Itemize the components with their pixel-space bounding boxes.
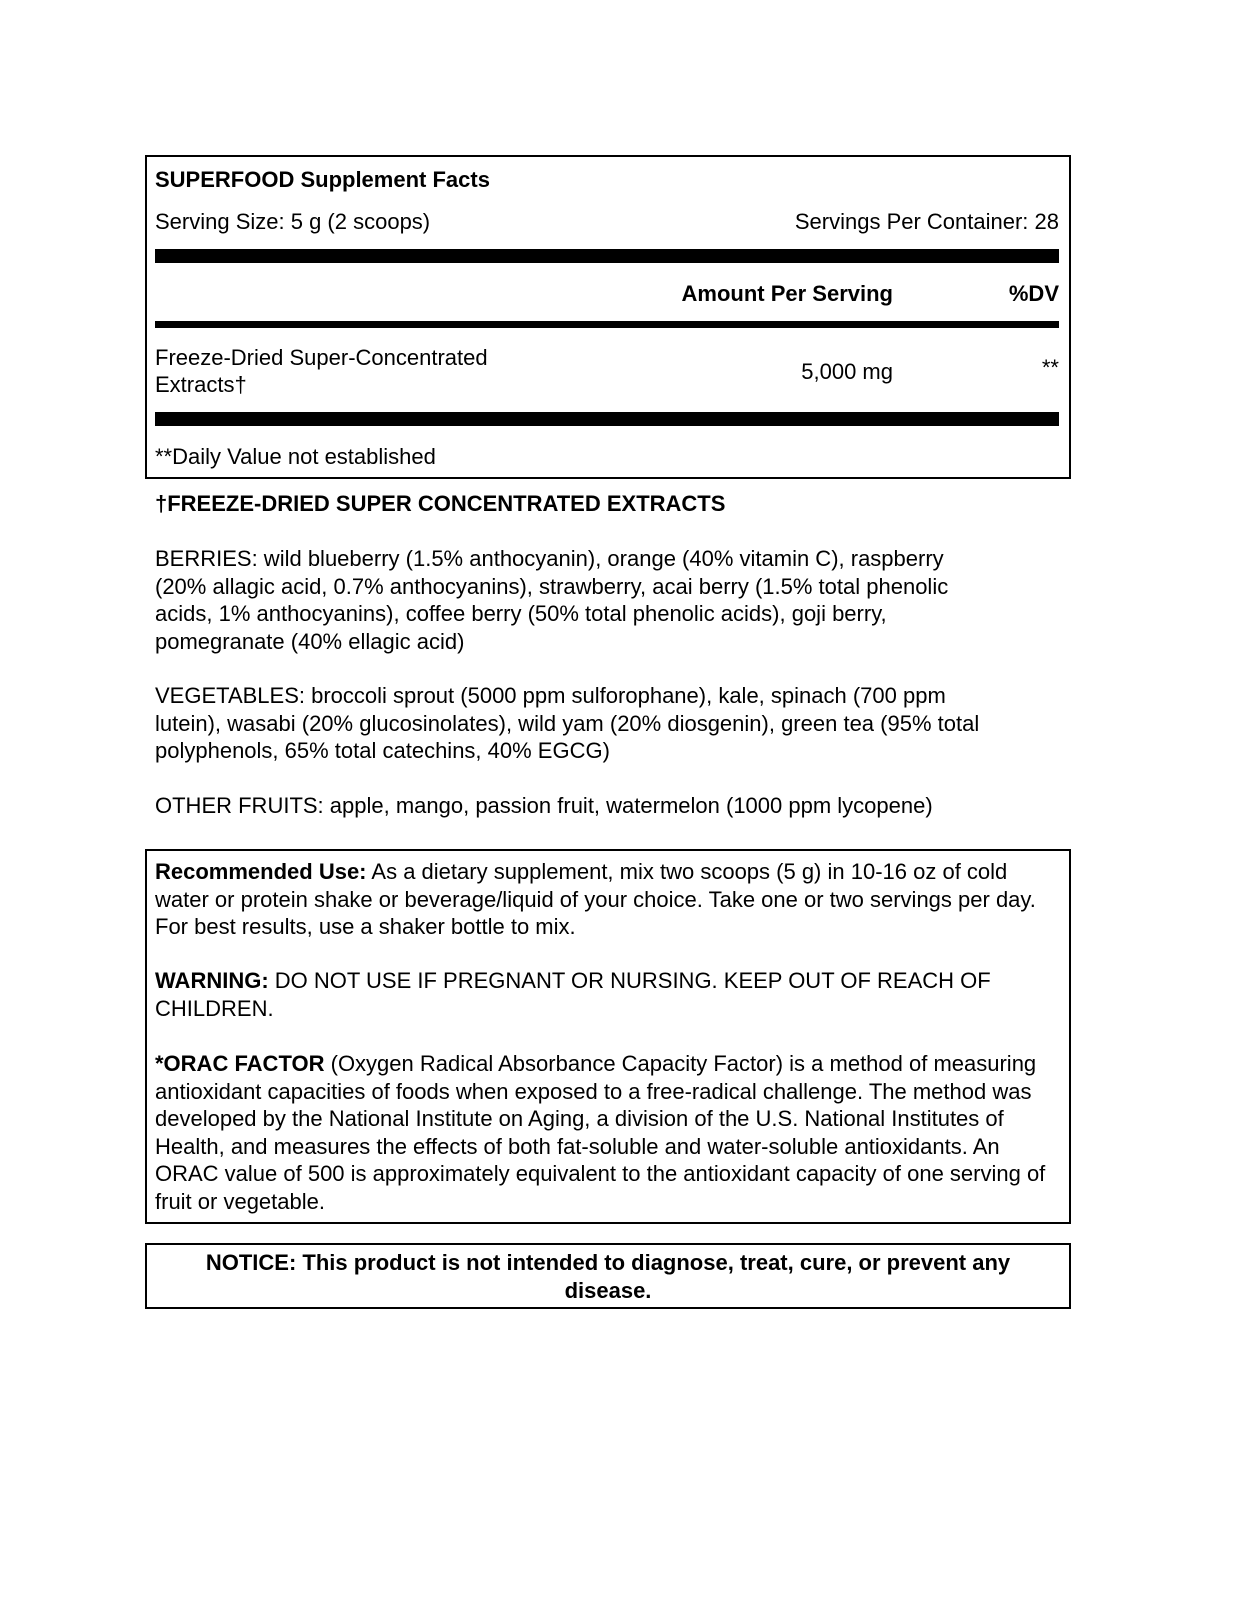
warning-label: WARNING: bbox=[155, 968, 269, 993]
ingredient-dv: ** bbox=[1041, 355, 1059, 380]
berries-line: BERRIES: wild blueberry (1.5% anthocyanin), orange (40% vitamin C), raspberry bbox=[155, 546, 944, 571]
ingredient-amount: 5,000 mg bbox=[801, 359, 893, 384]
serving-size: Serving Size: 5 g (2 scoops) bbox=[155, 209, 431, 234]
supplement-facts-panel bbox=[145, 155, 1071, 479]
orac-paragraph bbox=[155, 1050, 1059, 1215]
thick-divider-bottom bbox=[155, 412, 1059, 426]
header-dv: %DV bbox=[1008, 281, 1059, 306]
thick-divider bbox=[155, 249, 1059, 263]
vegetables-line: polyphenols, 65% total catechins, 40% EGCG) bbox=[155, 738, 610, 763]
recommended-use-text: As a dietary supplement, mix two scoops (5 g) in 10-16 oz of cold water or protein shake or beverage/liquid of your choice. Take one or two servings per day. For best results, use a shaker bottle to mix. bbox=[155, 859, 1036, 939]
berries-line: acids, 1% anthocyanins), coffee berry (50% total phenolic acids), goji berry, bbox=[155, 601, 887, 626]
orac-text: (Oxygen Radical Absorbance Capacity Factor) is a method of measuring antioxidant capacities of foods when exposed to a free-radical challenge. The method was developed by the National Institute on Aging, a division of the U.S. National Institutes of Health, and measures the effects of both fat-soluble and water-soluble antioxidants. An ORAC value of 500 is approximately equivalent to the antioxidant capacity of one serving of fruit or vegetable. bbox=[155, 1051, 1046, 1214]
medium-divider bbox=[155, 321, 1059, 328]
vegetables-paragraph bbox=[155, 682, 1075, 765]
orac-label: *ORAC FACTOR bbox=[155, 1051, 325, 1076]
berries-line: (20% allagic acid, 0.7% anthocyanins), strawberry, acai berry (1.5% total phenolic bbox=[155, 573, 949, 599]
other-fruits-paragraph: OTHER FRUITS: apple, mango, passion fruit, watermelon (1000 ppm lycopene) bbox=[155, 793, 933, 818]
usage-info-panel bbox=[145, 849, 1071, 1224]
warning-paragraph bbox=[155, 967, 1059, 1022]
recommended-use-paragraph bbox=[155, 858, 1059, 941]
vegetables-line: VEGETABLES: broccoli sprout (5000 ppm sulforophane), kale, spinach (700 ppm bbox=[155, 683, 946, 708]
recommended-use-label: Recommended Use: bbox=[155, 859, 367, 884]
extracts-heading: †FREEZE-DRIED SUPER CONCENTRATED EXTRACTS bbox=[155, 491, 726, 516]
servings-per-container: Servings Per Container: 28 bbox=[794, 209, 1059, 234]
facts-title: SUPERFOOD Supplement Facts bbox=[155, 167, 490, 192]
ingredient-name-line1: Freeze-Dried Super-Concentrated bbox=[155, 345, 488, 370]
berries-line: pomegranate (40% ellagic acid) bbox=[155, 628, 465, 654]
header-amount-per-serving: Amount Per Serving bbox=[681, 281, 893, 306]
vegetables-line: lutein), wasabi (20% glucosinolates), wild yam (20% diosgenin), green tea (95% total bbox=[155, 710, 980, 736]
notice-disclaimer: NOTICE: This product is not intended to diagnose, treat, cure, or prevent any disease. bbox=[145, 1243, 1071, 1309]
ingredient-name-line2: Extracts† bbox=[155, 372, 247, 397]
daily-value-footnote: **Daily Value not established bbox=[155, 444, 436, 469]
berries-paragraph bbox=[155, 545, 1075, 655]
warning-text: DO NOT USE IF PREGNANT OR NURSING. KEEP OUT OF REACH OF CHILDREN. bbox=[155, 968, 991, 1021]
